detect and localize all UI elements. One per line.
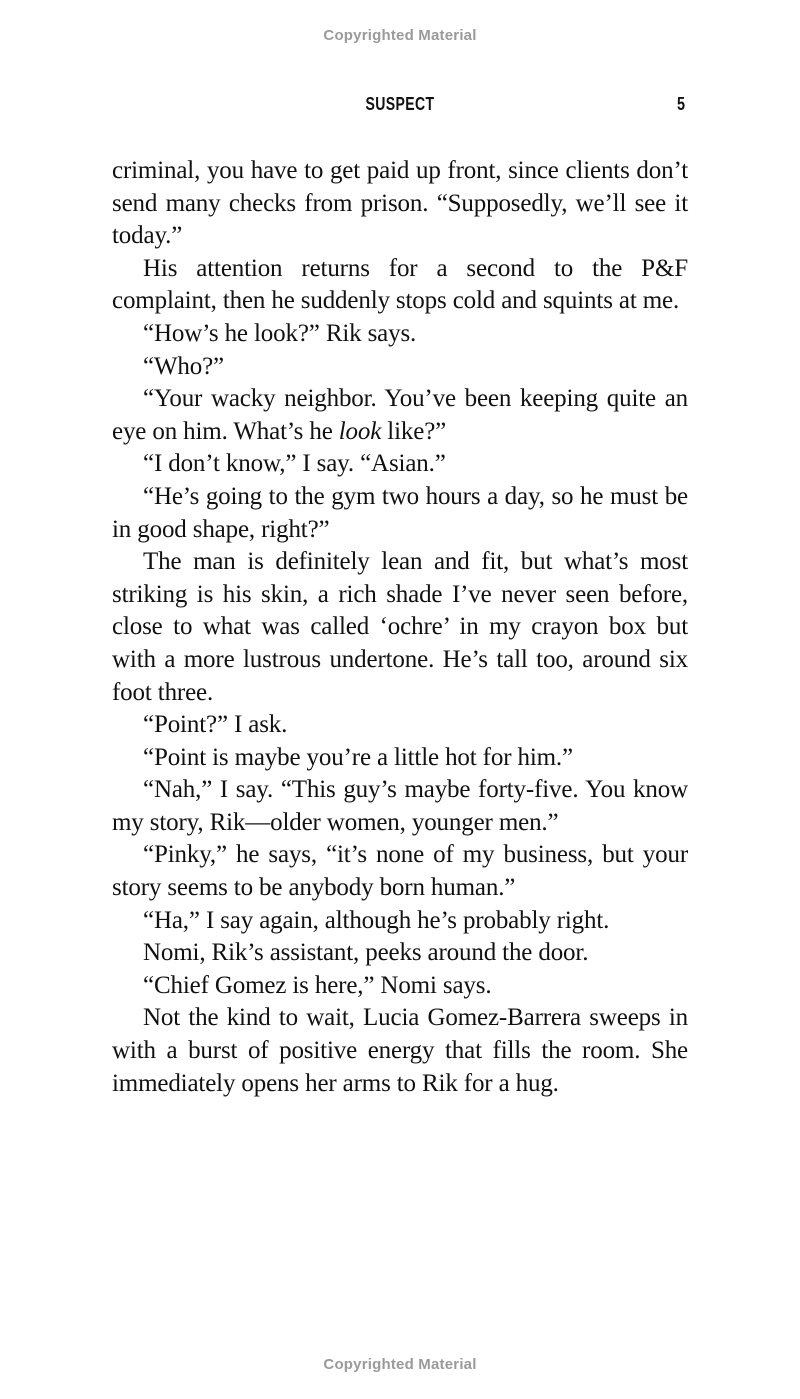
paragraph-text: like?” (381, 417, 447, 445)
paragraph: “Nah,” I say. “This guy’s maybe forty-five. You know my story, Rik—older women, younger men.” (112, 776, 688, 836)
paragraph: Nomi, Rik’s assistant, peeks around the door. (143, 939, 589, 967)
running-header (112, 94, 688, 118)
paragraph: “He’s going to the gym two hours a day, so he must be in good shape, right?” (112, 482, 688, 543)
paragraph: “Pinky,” he says, “it’s none of my business, but your story seems to be anybody born human.” (112, 841, 688, 902)
paragraph: “Ha,” I say again, although he’s probably right. (143, 906, 610, 934)
body-text (112, 155, 688, 1100)
paragraph: criminal, you have to get paid up front, since clients don’t send many checks from prison. “Supposedly, we’ll see it today.” (112, 157, 688, 250)
copyright-watermark-bottom: Copyrighted Material (323, 1356, 477, 1373)
paragraph: Not the kind to wait, Lucia Gomez-Barrera sweeps in with a burst of positive energy that fills the room. She immediately opens her arms to Rik for a hug. (112, 1004, 688, 1097)
paragraph: “Point?” I ask. (143, 711, 288, 739)
paragraph: The man is definitely lean and fit, but what’s most striking is his skin, a rich shade I’ve never seen before, close to what was called ‘ochre’ in my crayon box but with a more lustrous undertone. He’s tall too, around six foot three. (112, 548, 688, 706)
running-title: SUSPECT (365, 94, 435, 114)
paragraph: “Chief Gomez is here,” Nomi says. (143, 971, 492, 999)
page-number: 5 (676, 94, 685, 114)
paragraph: “I don’t know,” I say. “Asian.” (143, 450, 446, 478)
paragraph: His attention returns for a second to the P&F complaint, then he suddenly stops cold and squints at me. (112, 254, 688, 315)
paragraph: “Who?” (143, 352, 224, 380)
paragraph: “Point is maybe you’re a little hot for him.” (143, 743, 573, 771)
emphasis-text: look (338, 417, 382, 445)
paragraph (112, 383, 688, 448)
copyright-watermark-top: Copyrighted Material (323, 27, 477, 44)
paragraph: “How’s he look?” Rik says. (143, 319, 417, 347)
paragraph-text: “Your wacky neighbor. You’ve been keeping quite an eye on him. What’s he (112, 385, 688, 445)
